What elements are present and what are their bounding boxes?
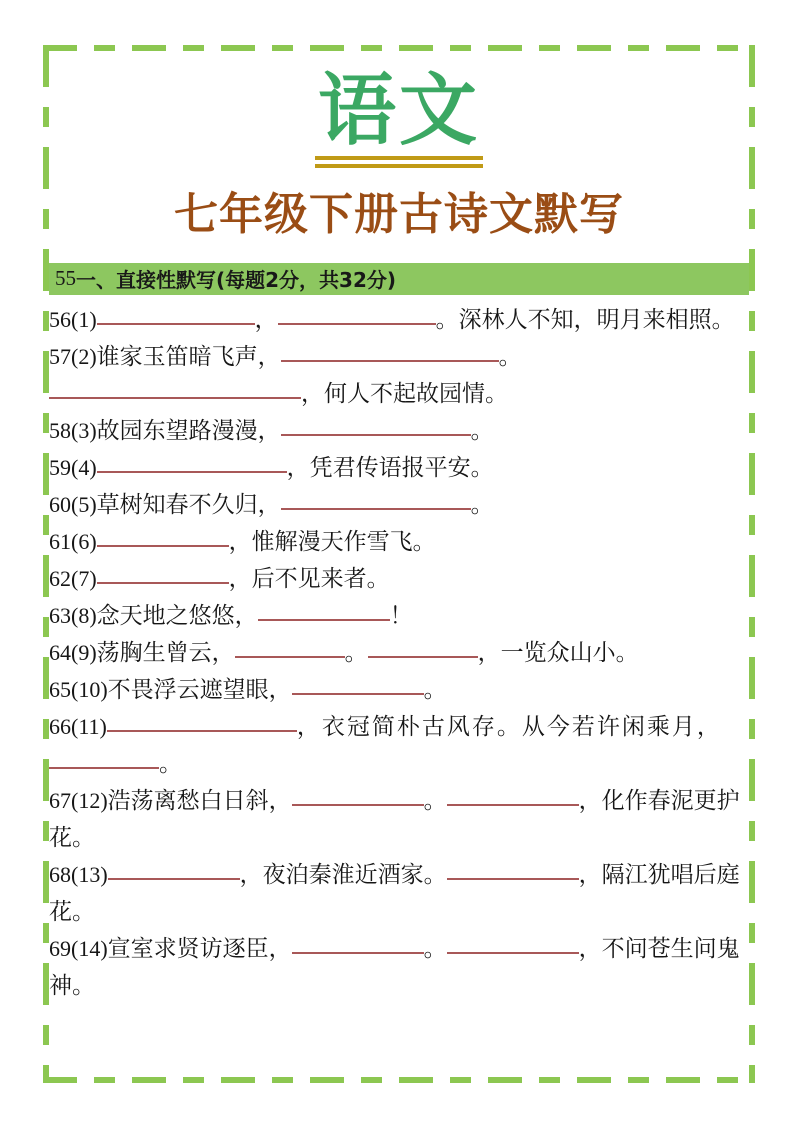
question-text: 不畏浮云遮望眼， — [107, 676, 292, 702]
question-text: ，不问苍生问鬼神。 — [49, 935, 740, 998]
question-label: (10) — [71, 676, 108, 702]
question-line — [49, 671, 749, 708]
question-line — [49, 782, 749, 856]
question-text: 浩荡离愁白日斜， — [107, 787, 292, 813]
answer-blank[interactable] — [292, 784, 424, 806]
question-text: 。深林人不知，明月来相照。 — [435, 306, 735, 332]
question-text: 。 — [159, 750, 184, 776]
question-text: ，隔江犹唱后庭花。 — [49, 861, 740, 924]
question-label: (11) — [71, 713, 107, 739]
answer-blank[interactable] — [49, 747, 159, 769]
question-line — [49, 486, 749, 523]
question-line-number: 69 — [49, 935, 71, 961]
question-label: (1) — [71, 306, 97, 332]
border-corner-bottom-right — [749, 1077, 755, 1083]
question-text: 。 — [344, 639, 368, 665]
question-text: ，何人不起故园情。 — [301, 380, 508, 406]
question-label: (5) — [71, 491, 97, 517]
question-text: ，夜泊秦淮近酒家。 — [239, 861, 447, 887]
question-line-number: 68 — [49, 861, 71, 887]
answer-blank[interactable] — [447, 784, 579, 806]
gold-rule-lower — [315, 164, 483, 168]
question-text: 。 — [470, 491, 494, 517]
question-text: 宣室求贤访逐臣， — [107, 935, 292, 961]
question-line-number: 64 — [49, 639, 71, 665]
question-line-number: 62 — [49, 565, 71, 591]
question-text: 草树知春不久归， — [96, 491, 281, 517]
question-label: (9) — [71, 639, 97, 665]
question-label: (2) — [71, 343, 97, 369]
question-line — [49, 560, 749, 597]
question-label: (13) — [71, 861, 108, 887]
section-heading-bar — [49, 263, 749, 295]
answer-blank[interactable] — [281, 414, 471, 436]
answer-blank[interactable] — [281, 340, 499, 362]
answer-blank[interactable] — [447, 932, 579, 954]
question-line — [49, 708, 749, 782]
question-line — [49, 856, 749, 930]
title-underline-rules — [315, 156, 483, 168]
question-line-number: 56 — [49, 306, 71, 332]
question-line — [49, 338, 749, 412]
gold-rule-upper — [315, 156, 483, 160]
question-line-number: 58 — [49, 417, 71, 443]
question-text: ，一览众山小。 — [477, 639, 639, 665]
question-line — [49, 523, 749, 560]
question-line — [49, 301, 749, 338]
section-heading-text: 一、直接性默写(每题2分，共32分) — [76, 268, 397, 293]
answer-blank[interactable] — [97, 303, 255, 325]
question-line-number: 61 — [49, 528, 71, 554]
question-line — [49, 449, 749, 486]
answer-blank[interactable] — [447, 858, 579, 880]
page-subtitle: 七年级下册古诗文默写 — [174, 189, 624, 241]
answer-blank[interactable] — [108, 858, 240, 880]
answer-blank[interactable] — [292, 932, 424, 954]
answer-blank[interactable] — [281, 488, 471, 510]
question-label: (7) — [71, 565, 97, 591]
worksheet-body — [49, 51, 749, 1077]
question-text: 念天地之悠悠， — [96, 602, 258, 628]
question-text: ，惟解漫天作雪飞。 — [228, 528, 436, 554]
answer-blank[interactable] — [235, 636, 345, 658]
answer-blank[interactable] — [258, 599, 390, 621]
question-text: 。 — [423, 935, 447, 961]
question-label: (3) — [71, 417, 97, 443]
answer-blank[interactable] — [97, 525, 229, 547]
answer-blank[interactable] — [278, 303, 436, 325]
question-text: ， — [254, 306, 278, 332]
question-line-number: 57 — [49, 343, 71, 369]
title-block — [49, 51, 749, 239]
question-text: 荡胸生曾云， — [96, 639, 235, 665]
question-text: 谁家玉笛暗飞声， — [96, 343, 281, 369]
question-line-number: 65 — [49, 676, 71, 702]
answer-blank[interactable] — [97, 562, 229, 584]
question-line-number: 63 — [49, 602, 71, 628]
border-edge-bottom — [43, 1077, 755, 1083]
answer-blank[interactable] — [97, 451, 287, 473]
question-label: (4) — [71, 454, 97, 480]
border-corner-top-right — [749, 45, 755, 51]
border-corner-bottom-left — [43, 1077, 49, 1083]
question-text: 。 — [470, 417, 494, 443]
answer-blank[interactable] — [49, 377, 301, 399]
question-line-number: 67 — [49, 787, 71, 813]
section-line-number: 55 — [55, 266, 76, 291]
question-line — [49, 597, 749, 634]
question-line — [49, 930, 749, 1004]
question-text: ！ — [389, 602, 413, 628]
question-text: 。 — [423, 787, 447, 813]
answer-blank[interactable] — [368, 636, 478, 658]
question-line — [49, 412, 749, 449]
question-text: ，衣冠简朴古风存。从今若许闲乘月， — [296, 713, 722, 739]
page-title: 语文 — [317, 66, 480, 156]
question-text: 故园东望路漫漫， — [96, 417, 281, 443]
question-line-number: 66 — [49, 713, 71, 739]
question-text: 。 — [498, 343, 522, 369]
answer-blank[interactable] — [292, 673, 424, 695]
question-line-number: 59 — [49, 454, 71, 480]
question-text: ，后不见来者。 — [228, 565, 390, 591]
question-label: (6) — [71, 528, 97, 554]
question-label: (14) — [71, 935, 108, 961]
question-text: ，凭君传语报平安。 — [286, 454, 494, 480]
question-list — [49, 301, 749, 1004]
question-label: (12) — [71, 787, 108, 813]
answer-blank[interactable] — [107, 710, 297, 732]
question-text: 。 — [423, 676, 447, 702]
question-text: ，化作春泥更护花。 — [49, 787, 740, 850]
question-line-number: 60 — [49, 491, 71, 517]
border-edge-right — [749, 45, 755, 1083]
question-line — [49, 634, 749, 671]
question-label: (8) — [71, 602, 97, 628]
